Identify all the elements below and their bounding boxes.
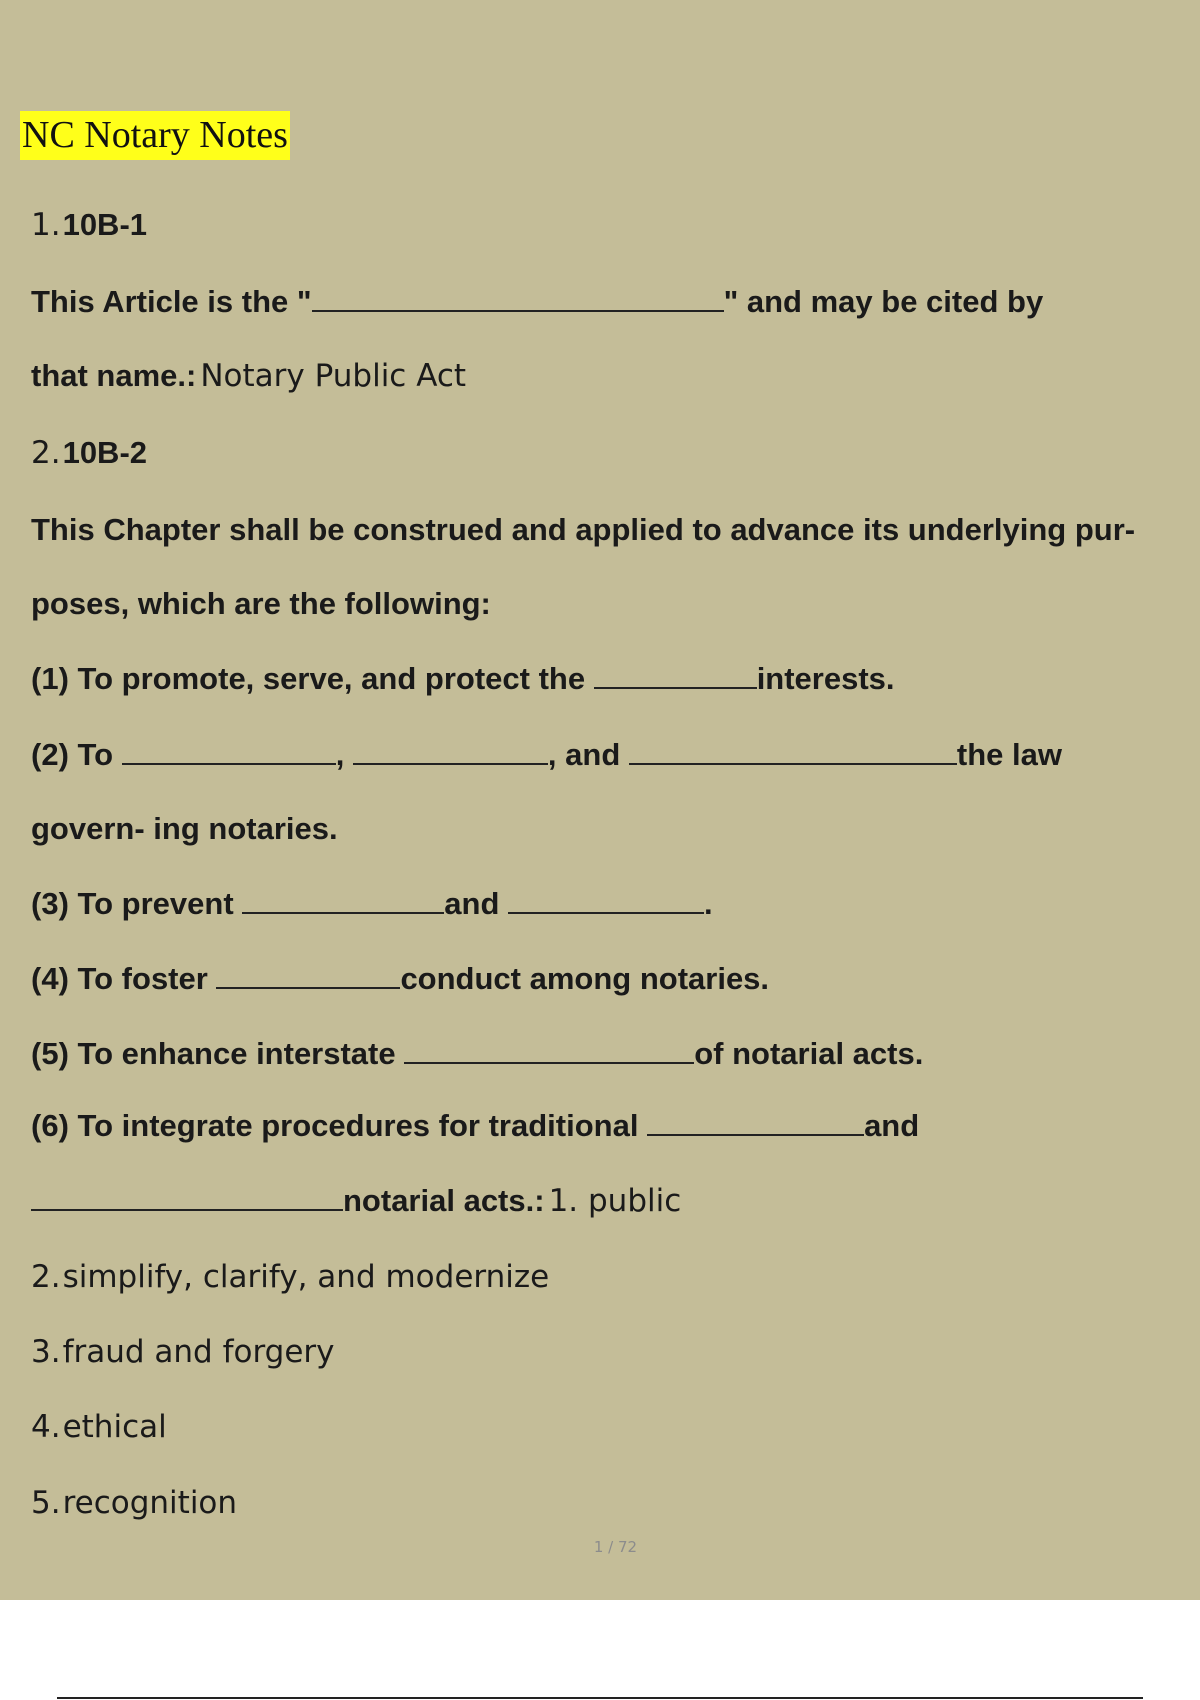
purpose-6: (6) To integrate procedures for traditional and bbox=[31, 1108, 920, 1143]
card-heading: 10B-1 bbox=[62, 207, 148, 242]
purpose-5: (5) To enhance interstate of notarial acts. bbox=[31, 1036, 924, 1071]
fill-blank bbox=[508, 911, 704, 914]
fill-blank bbox=[353, 762, 548, 765]
card-1-answer: Notary Public Act bbox=[200, 358, 467, 394]
purpose-1: (1) To promote, serve, and protect the interests. bbox=[31, 661, 895, 696]
card-2-intro-line-1: This Chapter shall be construed and applied to advance its underlying pur- bbox=[31, 512, 1136, 547]
fill-blank bbox=[216, 986, 400, 989]
fill-blank bbox=[242, 911, 444, 914]
purpose-2: (2) To , , and the law bbox=[31, 737, 1062, 772]
card-heading: 10B-2 bbox=[62, 435, 148, 470]
card-2-header bbox=[31, 433, 147, 473]
document-title: NC Notary Notes bbox=[20, 111, 290, 160]
card-1-question-line-2: that name.: Notary Public Act bbox=[31, 358, 467, 394]
page-indicator: 1 / 72 bbox=[593, 1538, 638, 1556]
answer-1: 1. public bbox=[548, 1183, 682, 1219]
fill-blank bbox=[312, 309, 724, 312]
purpose-4: (4) To foster conduct among notaries. bbox=[31, 961, 770, 996]
card-number: 1. bbox=[31, 207, 61, 243]
answer-2: 2.simplify, clarify, and modernize bbox=[31, 1259, 550, 1295]
fill-blank bbox=[31, 1208, 343, 1211]
purpose-2-continued: govern- ing notaries. bbox=[31, 811, 338, 846]
purpose-3: (3) To prevent and . bbox=[31, 886, 713, 921]
answer-5: 5.recognition bbox=[31, 1485, 238, 1521]
card-1-header bbox=[31, 205, 147, 245]
card-number: 2. bbox=[31, 435, 61, 471]
fill-blank bbox=[629, 762, 957, 765]
footer-divider bbox=[57, 1697, 1143, 1699]
answer-4: 4.ethical bbox=[31, 1409, 167, 1445]
card-2-intro-line-2: poses, which are the following: bbox=[31, 586, 491, 621]
fill-blank bbox=[122, 762, 336, 765]
fill-blank bbox=[647, 1133, 864, 1136]
fill-blank bbox=[404, 1061, 694, 1064]
answer-3: 3.fraud and forgery bbox=[31, 1334, 335, 1370]
purpose-6-continued: notarial acts.: 1. public bbox=[31, 1181, 681, 1221]
card-1-question-line-1: This Article is the " " and may be cited by bbox=[31, 284, 1044, 319]
fill-blank bbox=[594, 686, 757, 689]
